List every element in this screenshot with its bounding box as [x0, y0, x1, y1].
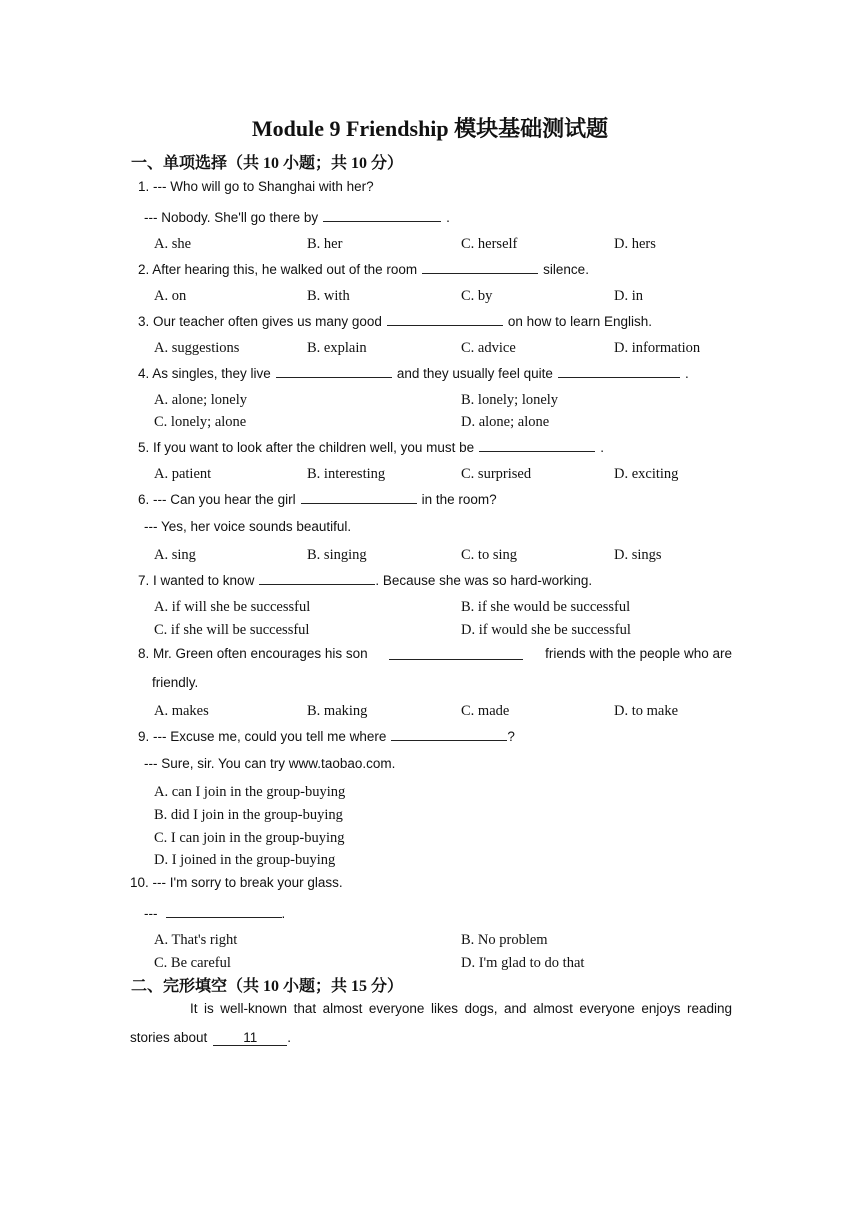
question-8-option-a: A. makes [154, 703, 209, 719]
question-9-text-before: 9. --- Excuse me, could you tell me where [138, 729, 387, 744]
question-1-stem: 1. --- Who will go to Shanghai with her? [138, 179, 374, 194]
question-10-stem: 10. --- I'm sorry to break your glass. [130, 875, 343, 890]
question-6-text-after: in the room? [421, 492, 497, 507]
passage-text-before: stories about [130, 1030, 208, 1045]
question-6-stem [138, 490, 497, 507]
question-2-option-d: D. in [614, 288, 643, 304]
question-6-text-before: 6. --- Can you hear the girl [138, 492, 296, 507]
question-4-stem [138, 364, 689, 381]
question-9-option-b: B. did I join in the group-buying [154, 807, 343, 823]
question-8-option-c: C. made [461, 703, 510, 719]
question-2-text-before: 2. After hearing this, he walked out of the room [138, 262, 418, 277]
question-6-line2: --- Yes, her voice sounds beautiful. [144, 519, 352, 534]
page-title: Module 9 Friendship 模块基础测试题 [251, 116, 609, 141]
question-8-stem [138, 646, 732, 661]
answer-blank [387, 312, 503, 326]
question-3-option-d: D. information [614, 340, 701, 356]
question-1-line2-text: --- Nobody. She'll go there by [144, 210, 319, 225]
question-10-option-d: D. I'm glad to do that [461, 955, 585, 971]
question-3-option-c: C. advice [461, 340, 516, 356]
question-5-option-a: A. patient [154, 466, 212, 482]
question-4-text-middle: and they usually feel quite [396, 366, 553, 381]
question-4-text-after: . [684, 366, 689, 381]
question-9-option-d: D. I joined in the group-buying [154, 852, 336, 868]
question-4-option-b: B. lonely; lonely [461, 392, 559, 408]
question-8-line2: friendly. [152, 675, 199, 690]
question-3-option-b: B. explain [307, 340, 367, 356]
question-1-option-c: C. herself [461, 236, 518, 252]
question-1-option-d: D. hers [614, 236, 656, 252]
answer-blank [389, 646, 523, 660]
question-1-option-b: B. her [307, 236, 343, 252]
question-6-option-a: A. sing [154, 547, 196, 563]
question-9-option-a: A. can I join in the group-buying [154, 784, 346, 800]
question-3-text-before: 3. Our teacher often gives us many good [138, 314, 382, 329]
question-5-stem [138, 438, 604, 455]
answer-blank [276, 364, 392, 378]
question-5-option-c: C. surprised [461, 466, 532, 482]
question-2-option-a: A. on [154, 288, 187, 304]
question-3-stem [138, 312, 652, 329]
question-9-text-after: ? [507, 729, 515, 744]
question-6-option-b: B. singing [307, 547, 367, 563]
question-2-option-b: B. with [307, 288, 350, 304]
question-10-line2 [144, 904, 285, 921]
question-9-option-c: C. I can join in the group-buying [154, 830, 345, 846]
answer-blank [301, 490, 417, 504]
answer-blank [323, 208, 441, 222]
answer-blank [259, 571, 375, 585]
passage-text-after: . [287, 1030, 292, 1045]
question-10-option-c: C. Be careful [154, 955, 231, 971]
question-8-text-before: 8. Mr. Green often encourages his son [138, 646, 368, 661]
question-2-option-c: C. by [461, 288, 493, 304]
question-2-text-after: silence. [543, 262, 589, 277]
answer-blank [422, 260, 538, 274]
question-10-line2-end: . [281, 906, 286, 921]
question-4-text-before: 4. As singles, they live [138, 366, 271, 381]
passage-line-1: It is well-known that almost everyone likes dogs, and almost everyone enjoys reading [190, 1001, 732, 1016]
question-7-text-after: . Because she was so hard-working. [375, 573, 593, 588]
question-5-text-after: . [600, 440, 604, 455]
question-2-stem [138, 260, 589, 277]
question-7-stem [138, 571, 592, 588]
question-7-option-a: A. if will she be successful [154, 599, 311, 615]
answer-blank [166, 904, 282, 918]
question-10-dashes: --- [144, 906, 158, 921]
question-4-option-d: D. alone; alone [461, 414, 550, 430]
question-9-stem [138, 727, 515, 744]
question-10-option-b: B. No problem [461, 932, 548, 948]
question-6-option-c: C. to sing [461, 547, 517, 563]
question-8-option-d: D. to make [614, 703, 679, 719]
answer-blank [558, 364, 680, 378]
question-1-line2 [144, 208, 450, 225]
question-7-text-before: 7. I wanted to know [138, 573, 255, 588]
question-3-text-after: on how to learn English. [507, 314, 652, 329]
question-9-line2: --- Sure, sir. You can try www.taobao.com. [144, 756, 396, 771]
passage-line-2 [130, 1030, 291, 1046]
answer-blank [479, 438, 595, 452]
question-3-option-a: A. suggestions [154, 340, 240, 356]
question-7-option-d: D. if would she be successful [461, 622, 631, 638]
answer-blank [391, 727, 507, 741]
cloze-blank-11: 11 [213, 1031, 287, 1046]
section-2-heading: 二、完形填空（共 10 小题；共 15 分） [131, 978, 404, 995]
question-4-option-c: C. lonely; alone [154, 414, 247, 430]
question-8-text-after: friends with the people who are [545, 646, 732, 661]
question-5-option-d: D. exciting [614, 466, 679, 482]
question-10-option-a: A. That's right [154, 932, 238, 948]
question-6-option-d: D. sings [614, 547, 662, 563]
question-5-option-b: B. interesting [307, 466, 386, 482]
section-1-heading: 一、单项选择（共 10 小题；共 10 分） [131, 155, 404, 172]
question-1-option-a: A. she [154, 236, 192, 252]
question-7-option-b: B. if she would be successful [461, 599, 631, 615]
question-4-option-a: A. alone; lonely [154, 392, 248, 408]
question-5-text-before: 5. If you want to look after the children well, you must be [138, 440, 475, 455]
question-1-line2-end: . [446, 210, 450, 225]
question-8-option-b: B. making [307, 703, 368, 719]
question-7-option-c: C. if she will be successful [154, 622, 310, 638]
